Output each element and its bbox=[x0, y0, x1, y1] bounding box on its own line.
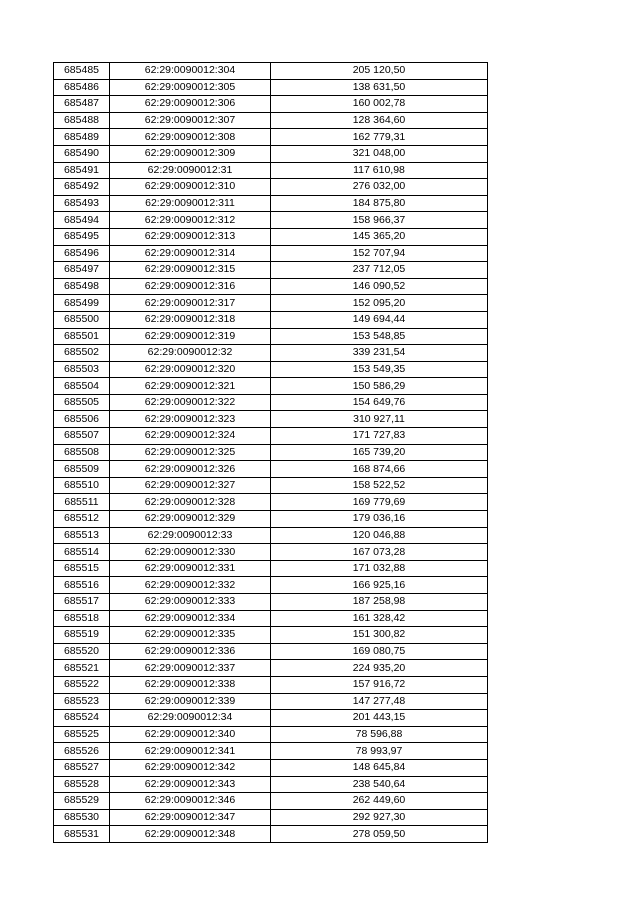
value-cell: 153 548,85 bbox=[271, 328, 488, 345]
cadastral-number-cell: 62:29:0090012:342 bbox=[110, 759, 271, 776]
table-row bbox=[54, 693, 488, 710]
table-row bbox=[54, 411, 488, 428]
cadastral-number-cell: 62:29:0090012:33 bbox=[110, 527, 271, 544]
row-id-cell: 685517 bbox=[54, 594, 110, 611]
row-id-cell: 685491 bbox=[54, 162, 110, 179]
table-row bbox=[54, 710, 488, 727]
row-id-cell: 685503 bbox=[54, 361, 110, 378]
table-row bbox=[54, 228, 488, 245]
table-row bbox=[54, 743, 488, 760]
cadastral-number-cell: 62:29:0090012:341 bbox=[110, 743, 271, 760]
table-row bbox=[54, 477, 488, 494]
table-row bbox=[54, 79, 488, 96]
value-cell: 120 046,88 bbox=[271, 527, 488, 544]
table-row bbox=[54, 643, 488, 660]
row-id-cell: 685521 bbox=[54, 660, 110, 677]
cadastral-number-cell: 62:29:0090012:348 bbox=[110, 826, 271, 843]
table-row bbox=[54, 627, 488, 644]
table-row bbox=[54, 129, 488, 146]
cadastral-number-cell: 62:29:0090012:317 bbox=[110, 295, 271, 312]
cadastral-number-cell: 62:29:0090012:307 bbox=[110, 112, 271, 129]
table-row bbox=[54, 195, 488, 212]
cadastral-number-cell: 62:29:0090012:331 bbox=[110, 560, 271, 577]
table-row bbox=[54, 245, 488, 262]
value-cell: 147 277,48 bbox=[271, 693, 488, 710]
row-id-cell: 685506 bbox=[54, 411, 110, 428]
value-cell: 184 875,80 bbox=[271, 195, 488, 212]
row-id-cell: 685505 bbox=[54, 394, 110, 411]
value-cell: 152 707,94 bbox=[271, 245, 488, 262]
table-row bbox=[54, 511, 488, 528]
table-body bbox=[54, 63, 488, 843]
cadastral-number-cell: 62:29:0090012:346 bbox=[110, 793, 271, 810]
cadastral-number-cell: 62:29:0090012:335 bbox=[110, 627, 271, 644]
table-row bbox=[54, 179, 488, 196]
table-row bbox=[54, 660, 488, 677]
data-table bbox=[53, 62, 488, 843]
table-row bbox=[54, 278, 488, 295]
row-id-cell: 685520 bbox=[54, 643, 110, 660]
row-id-cell: 685488 bbox=[54, 112, 110, 129]
value-cell: 160 002,78 bbox=[271, 96, 488, 113]
table-row bbox=[54, 809, 488, 826]
row-id-cell: 685511 bbox=[54, 494, 110, 511]
row-id-cell: 685509 bbox=[54, 461, 110, 478]
table-row bbox=[54, 444, 488, 461]
row-id-cell: 685492 bbox=[54, 179, 110, 196]
table-row bbox=[54, 560, 488, 577]
row-id-cell: 685512 bbox=[54, 511, 110, 528]
cadastral-number-cell: 62:29:0090012:343 bbox=[110, 776, 271, 793]
value-cell: 165 739,20 bbox=[271, 444, 488, 461]
cadastral-number-cell: 62:29:0090012:313 bbox=[110, 228, 271, 245]
value-cell: 276 032,00 bbox=[271, 179, 488, 196]
table-row bbox=[54, 328, 488, 345]
cadastral-number-cell: 62:29:0090012:329 bbox=[110, 511, 271, 528]
table-row bbox=[54, 577, 488, 594]
row-id-cell: 685490 bbox=[54, 145, 110, 162]
cadastral-number-cell: 62:29:0090012:34 bbox=[110, 710, 271, 727]
table-row bbox=[54, 676, 488, 693]
value-cell: 161 328,42 bbox=[271, 610, 488, 627]
row-id-cell: 685508 bbox=[54, 444, 110, 461]
cadastral-number-cell: 62:29:0090012:336 bbox=[110, 643, 271, 660]
table-row bbox=[54, 394, 488, 411]
row-id-cell: 685523 bbox=[54, 693, 110, 710]
row-id-cell: 685497 bbox=[54, 262, 110, 279]
value-cell: 169 779,69 bbox=[271, 494, 488, 511]
table-row bbox=[54, 361, 488, 378]
cadastral-number-cell: 62:29:0090012:324 bbox=[110, 428, 271, 445]
table-row bbox=[54, 726, 488, 743]
value-cell: 146 090,52 bbox=[271, 278, 488, 295]
table-row bbox=[54, 594, 488, 611]
value-cell: 117 610,98 bbox=[271, 162, 488, 179]
cadastral-number-cell: 62:29:0090012:320 bbox=[110, 361, 271, 378]
cadastral-number-cell: 62:29:0090012:326 bbox=[110, 461, 271, 478]
table-row bbox=[54, 262, 488, 279]
value-cell: 78 596,88 bbox=[271, 726, 488, 743]
row-id-cell: 685528 bbox=[54, 776, 110, 793]
value-cell: 171 032,88 bbox=[271, 560, 488, 577]
row-id-cell: 685485 bbox=[54, 63, 110, 80]
value-cell: 171 727,83 bbox=[271, 428, 488, 445]
cadastral-number-cell: 62:29:0090012:305 bbox=[110, 79, 271, 96]
table-row bbox=[54, 793, 488, 810]
row-id-cell: 685526 bbox=[54, 743, 110, 760]
value-cell: 321 048,00 bbox=[271, 145, 488, 162]
cadastral-number-cell: 62:29:0090012:322 bbox=[110, 394, 271, 411]
value-cell: 154 649,76 bbox=[271, 394, 488, 411]
cadastral-number-cell: 62:29:0090012:311 bbox=[110, 195, 271, 212]
row-id-cell: 685486 bbox=[54, 79, 110, 96]
row-id-cell: 685489 bbox=[54, 129, 110, 146]
value-cell: 179 036,16 bbox=[271, 511, 488, 528]
cadastral-number-cell: 62:29:0090012:328 bbox=[110, 494, 271, 511]
row-id-cell: 685522 bbox=[54, 676, 110, 693]
row-id-cell: 685516 bbox=[54, 577, 110, 594]
row-id-cell: 685498 bbox=[54, 278, 110, 295]
table-row bbox=[54, 212, 488, 229]
row-id-cell: 685494 bbox=[54, 212, 110, 229]
cadastral-number-cell: 62:29:0090012:347 bbox=[110, 809, 271, 826]
cadastral-number-cell: 62:29:0090012:32 bbox=[110, 345, 271, 362]
cadastral-number-cell: 62:29:0090012:319 bbox=[110, 328, 271, 345]
value-cell: 162 779,31 bbox=[271, 129, 488, 146]
cadastral-number-cell: 62:29:0090012:334 bbox=[110, 610, 271, 627]
cadastral-number-cell: 62:29:0090012:306 bbox=[110, 96, 271, 113]
row-id-cell: 685507 bbox=[54, 428, 110, 445]
value-cell: 158 522,52 bbox=[271, 477, 488, 494]
table-row bbox=[54, 63, 488, 80]
cadastral-number-cell: 62:29:0090012:338 bbox=[110, 676, 271, 693]
value-cell: 237 712,05 bbox=[271, 262, 488, 279]
row-id-cell: 685499 bbox=[54, 295, 110, 312]
value-cell: 205 120,50 bbox=[271, 63, 488, 80]
cadastral-number-cell: 62:29:0090012:318 bbox=[110, 311, 271, 328]
row-id-cell: 685530 bbox=[54, 809, 110, 826]
row-id-cell: 685487 bbox=[54, 96, 110, 113]
value-cell: 167 073,28 bbox=[271, 544, 488, 561]
cadastral-number-cell: 62:29:0090012:332 bbox=[110, 577, 271, 594]
table-row bbox=[54, 776, 488, 793]
cadastral-number-cell: 62:29:0090012:312 bbox=[110, 212, 271, 229]
cadastral-number-cell: 62:29:0090012:321 bbox=[110, 378, 271, 395]
table-row bbox=[54, 610, 488, 627]
table-row bbox=[54, 112, 488, 129]
cadastral-number-cell: 62:29:0090012:308 bbox=[110, 129, 271, 146]
value-cell: 149 694,44 bbox=[271, 311, 488, 328]
table-row bbox=[54, 759, 488, 776]
row-id-cell: 685495 bbox=[54, 228, 110, 245]
value-cell: 153 549,35 bbox=[271, 361, 488, 378]
cadastral-number-cell: 62:29:0090012:316 bbox=[110, 278, 271, 295]
table-row bbox=[54, 345, 488, 362]
cadastral-number-cell: 62:29:0090012:323 bbox=[110, 411, 271, 428]
table-row bbox=[54, 544, 488, 561]
cadastral-number-cell: 62:29:0090012:315 bbox=[110, 262, 271, 279]
value-cell: 339 231,54 bbox=[271, 345, 488, 362]
cadastral-number-cell: 62:29:0090012:325 bbox=[110, 444, 271, 461]
row-id-cell: 685500 bbox=[54, 311, 110, 328]
value-cell: 168 874,66 bbox=[271, 461, 488, 478]
value-cell: 148 645,84 bbox=[271, 759, 488, 776]
row-id-cell: 685510 bbox=[54, 477, 110, 494]
value-cell: 262 449,60 bbox=[271, 793, 488, 810]
value-cell: 157 916,72 bbox=[271, 676, 488, 693]
value-cell: 151 300,82 bbox=[271, 627, 488, 644]
value-cell: 187 258,98 bbox=[271, 594, 488, 611]
table-row bbox=[54, 162, 488, 179]
value-cell: 128 364,60 bbox=[271, 112, 488, 129]
cadastral-number-cell: 62:29:0090012:333 bbox=[110, 594, 271, 611]
table-row bbox=[54, 428, 488, 445]
cadastral-number-cell: 62:29:0090012:31 bbox=[110, 162, 271, 179]
table-row bbox=[54, 96, 488, 113]
row-id-cell: 685524 bbox=[54, 710, 110, 727]
cadastral-number-cell: 62:29:0090012:304 bbox=[110, 63, 271, 80]
row-id-cell: 685501 bbox=[54, 328, 110, 345]
table-row bbox=[54, 295, 488, 312]
value-cell: 224 935,20 bbox=[271, 660, 488, 677]
value-cell: 138 631,50 bbox=[271, 79, 488, 96]
value-cell: 158 966,37 bbox=[271, 212, 488, 229]
row-id-cell: 685525 bbox=[54, 726, 110, 743]
row-id-cell: 685527 bbox=[54, 759, 110, 776]
cadastral-number-cell: 62:29:0090012:309 bbox=[110, 145, 271, 162]
row-id-cell: 685504 bbox=[54, 378, 110, 395]
cadastral-number-cell: 62:29:0090012:337 bbox=[110, 660, 271, 677]
row-id-cell: 685514 bbox=[54, 544, 110, 561]
row-id-cell: 685493 bbox=[54, 195, 110, 212]
row-id-cell: 685496 bbox=[54, 245, 110, 262]
cadastral-number-cell: 62:29:0090012:314 bbox=[110, 245, 271, 262]
table-row bbox=[54, 145, 488, 162]
value-cell: 238 540,64 bbox=[271, 776, 488, 793]
cadastral-number-cell: 62:29:0090012:340 bbox=[110, 726, 271, 743]
table-row bbox=[54, 378, 488, 395]
cadastral-number-cell: 62:29:0090012:327 bbox=[110, 477, 271, 494]
row-id-cell: 685515 bbox=[54, 560, 110, 577]
row-id-cell: 685513 bbox=[54, 527, 110, 544]
value-cell: 78 993,97 bbox=[271, 743, 488, 760]
row-id-cell: 685502 bbox=[54, 345, 110, 362]
value-cell: 310 927,11 bbox=[271, 411, 488, 428]
row-id-cell: 685518 bbox=[54, 610, 110, 627]
row-id-cell: 685529 bbox=[54, 793, 110, 810]
cadastral-number-cell: 62:29:0090012:339 bbox=[110, 693, 271, 710]
value-cell: 169 080,75 bbox=[271, 643, 488, 660]
value-cell: 166 925,16 bbox=[271, 577, 488, 594]
value-cell: 278 059,50 bbox=[271, 826, 488, 843]
table-row bbox=[54, 527, 488, 544]
table-row bbox=[54, 461, 488, 478]
value-cell: 201 443,15 bbox=[271, 710, 488, 727]
table-row bbox=[54, 494, 488, 511]
value-cell: 152 095,20 bbox=[271, 295, 488, 312]
value-cell: 292 927,30 bbox=[271, 809, 488, 826]
row-id-cell: 685519 bbox=[54, 627, 110, 644]
value-cell: 150 586,29 bbox=[271, 378, 488, 395]
cadastral-number-cell: 62:29:0090012:310 bbox=[110, 179, 271, 196]
table-row bbox=[54, 311, 488, 328]
row-id-cell: 685531 bbox=[54, 826, 110, 843]
value-cell: 145 365,20 bbox=[271, 228, 488, 245]
table-row bbox=[54, 826, 488, 843]
cadastral-number-cell: 62:29:0090012:330 bbox=[110, 544, 271, 561]
